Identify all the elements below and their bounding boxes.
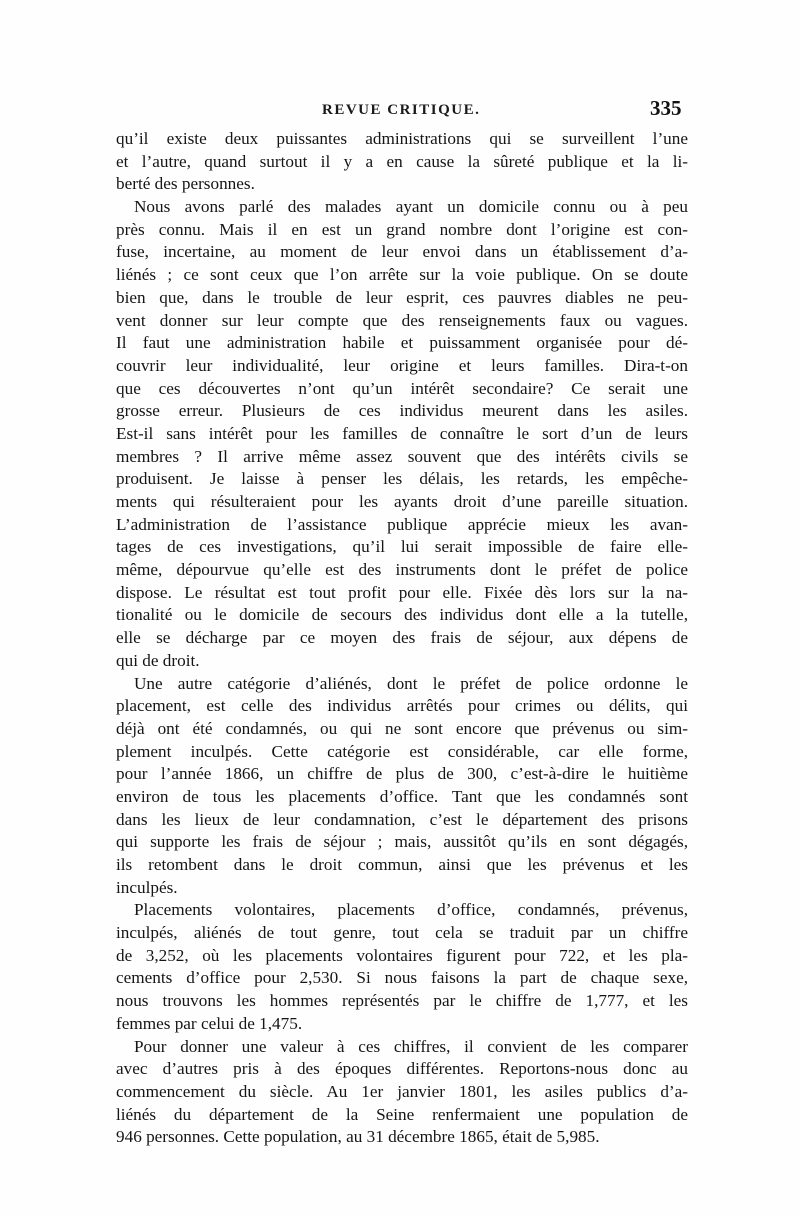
text-line: bien que, dans le trouble de leur esprit, ces pauvres diables ne peu- xyxy=(116,287,688,307)
paragraph xyxy=(116,196,688,672)
text-line: qui supporte les frais de séjour ; mais, aussitôt qu’ils en sont dégagés, xyxy=(116,832,688,852)
body-text xyxy=(116,128,688,1149)
text-line: ments qui résulteraient pour les ayants droit d’une pareille situation. xyxy=(116,492,688,511)
text-line: qui de droit. xyxy=(116,650,200,670)
text-line: Pour donner une valeur à ces chiffres, il convient de les comparer xyxy=(134,1036,688,1056)
text-line: L’administration de l’assistance publique apprécie mieux les avan- xyxy=(116,514,688,534)
text-line: membres ? Il arrive même assez souvent que des intérêts civils se xyxy=(116,446,688,466)
text-line: avec d’autres pris à des époques différentes. Reportons-nous donc au xyxy=(116,1059,688,1079)
text-line: inculpés. xyxy=(116,877,178,897)
text-line: cements d’office pour 2,530. Si nous faisons la part de chaque sexe, xyxy=(116,968,688,988)
paragraph xyxy=(116,673,688,900)
text-line: Il faut une administration habile et puissamment organisée pour dé- xyxy=(116,333,688,353)
text-line: plement inculpés. Cette catégorie est considérable, car elle forme, xyxy=(116,741,688,761)
text-line: déjà ont été condamnés, ou qui ne sont encore que prévenus ou sim- xyxy=(116,718,688,738)
text-line: nous trouvons les hommes représentés par le chiffre de 1,777, et les xyxy=(116,991,688,1011)
text-line: commencement du siècle. Au 1er janvier 1801, les asiles publics d’a- xyxy=(116,1081,688,1101)
page-header xyxy=(0,96,800,124)
text-line: près connu. Mais il en est un grand nombre dont l’origine est con- xyxy=(116,219,688,239)
text-line: grosse erreur. Plusieurs de ces individus meurent dans les asiles. xyxy=(116,401,688,421)
text-line: berté des personnes. xyxy=(116,174,255,194)
running-head: REVUE CRITIQUE. xyxy=(322,102,481,118)
text-line: couvrir leur individualité, leur origine et leurs familles. Dira-t-on xyxy=(116,355,688,375)
page-number: 335 xyxy=(650,96,682,120)
text-line: vent donner sur leur compte que des renseignements faux ou vagues. xyxy=(116,310,688,330)
text-line: elle se décharge par ce moyen des frais de séjour, aux dépens de xyxy=(116,628,688,648)
text-line: produisent. Je laisse à penser les délais, les retards, les empêche- xyxy=(116,469,688,489)
text-line: femmes par celui de 1,475. xyxy=(116,1013,303,1033)
text-line: pour l’année 1866, un chiffre de plus de 300, c’est-à-dire le huitième xyxy=(116,764,688,784)
text-line: Une autre catégorie d’aliénés, dont le préfet de police ordonne le xyxy=(134,673,688,693)
paragraph xyxy=(116,128,688,196)
text-line: tionalité ou le domicile de secours des individus dont elle a la tutelle, xyxy=(116,605,688,625)
paragraph xyxy=(116,899,688,1035)
text-line: liénés ; ce sont ceux que l’on arrête sur la voie publique. On se doute xyxy=(116,265,688,285)
text-line: Placements volontaires, placements d’office, condamnés, prévenus, xyxy=(134,900,688,920)
text-line: inculpés, aliénés de tout genre, tout cela se traduit par un chiffre xyxy=(116,923,688,943)
text-line: dans les lieux de leur condamnation, c’est le département des prisons xyxy=(116,809,688,829)
text-line: placement, est celle des individus arrêtés pour crimes ou délits, qui xyxy=(116,696,688,716)
text-line: ils retombent dans le droit commun, ainsi que les prévenus et les xyxy=(116,855,688,874)
text-line: tages de ces investigations, qu’il lui serait impossible de faire elle- xyxy=(116,537,688,557)
text-line: même, dépourvue qu’elle est des instruments dont le préfet de police xyxy=(116,560,688,580)
text-line: Nous avons parlé des malades ayant un domicile connu ou à peu xyxy=(134,197,688,217)
paragraph xyxy=(116,1036,688,1149)
text-line: que ces découvertes n’ont qu’un intérêt secondaire? Ce serait une xyxy=(116,378,688,398)
text-line: fuse, incertaine, au moment de leur envoi dans un établissement d’a- xyxy=(116,242,688,262)
text-line: de 3,252, où les placements volontaires figurent pour 722, et les pla- xyxy=(116,945,688,965)
text-line: environ de tous les placements d’office. Tant que les condamnés sont xyxy=(116,786,688,806)
text-line: dispose. Le résultat est tout profit pour elle. Fixée dès lors sur la na- xyxy=(116,582,688,602)
text-line: 946 personnes. Cette population, au 31 décembre 1865, était de 5,985. xyxy=(116,1127,600,1147)
text-line: et l’autre, quand surtout il y a en cause la sûreté publique et la li- xyxy=(116,151,688,171)
text-line: liénés du département de la Seine renfermaient une population de xyxy=(116,1104,688,1124)
text-line: Est-il sans intérêt pour les familles de connaître le sort d’un de leurs xyxy=(116,423,688,443)
text-line: qu’il existe deux puissantes administrations qui se surveillent l’une xyxy=(116,129,688,148)
